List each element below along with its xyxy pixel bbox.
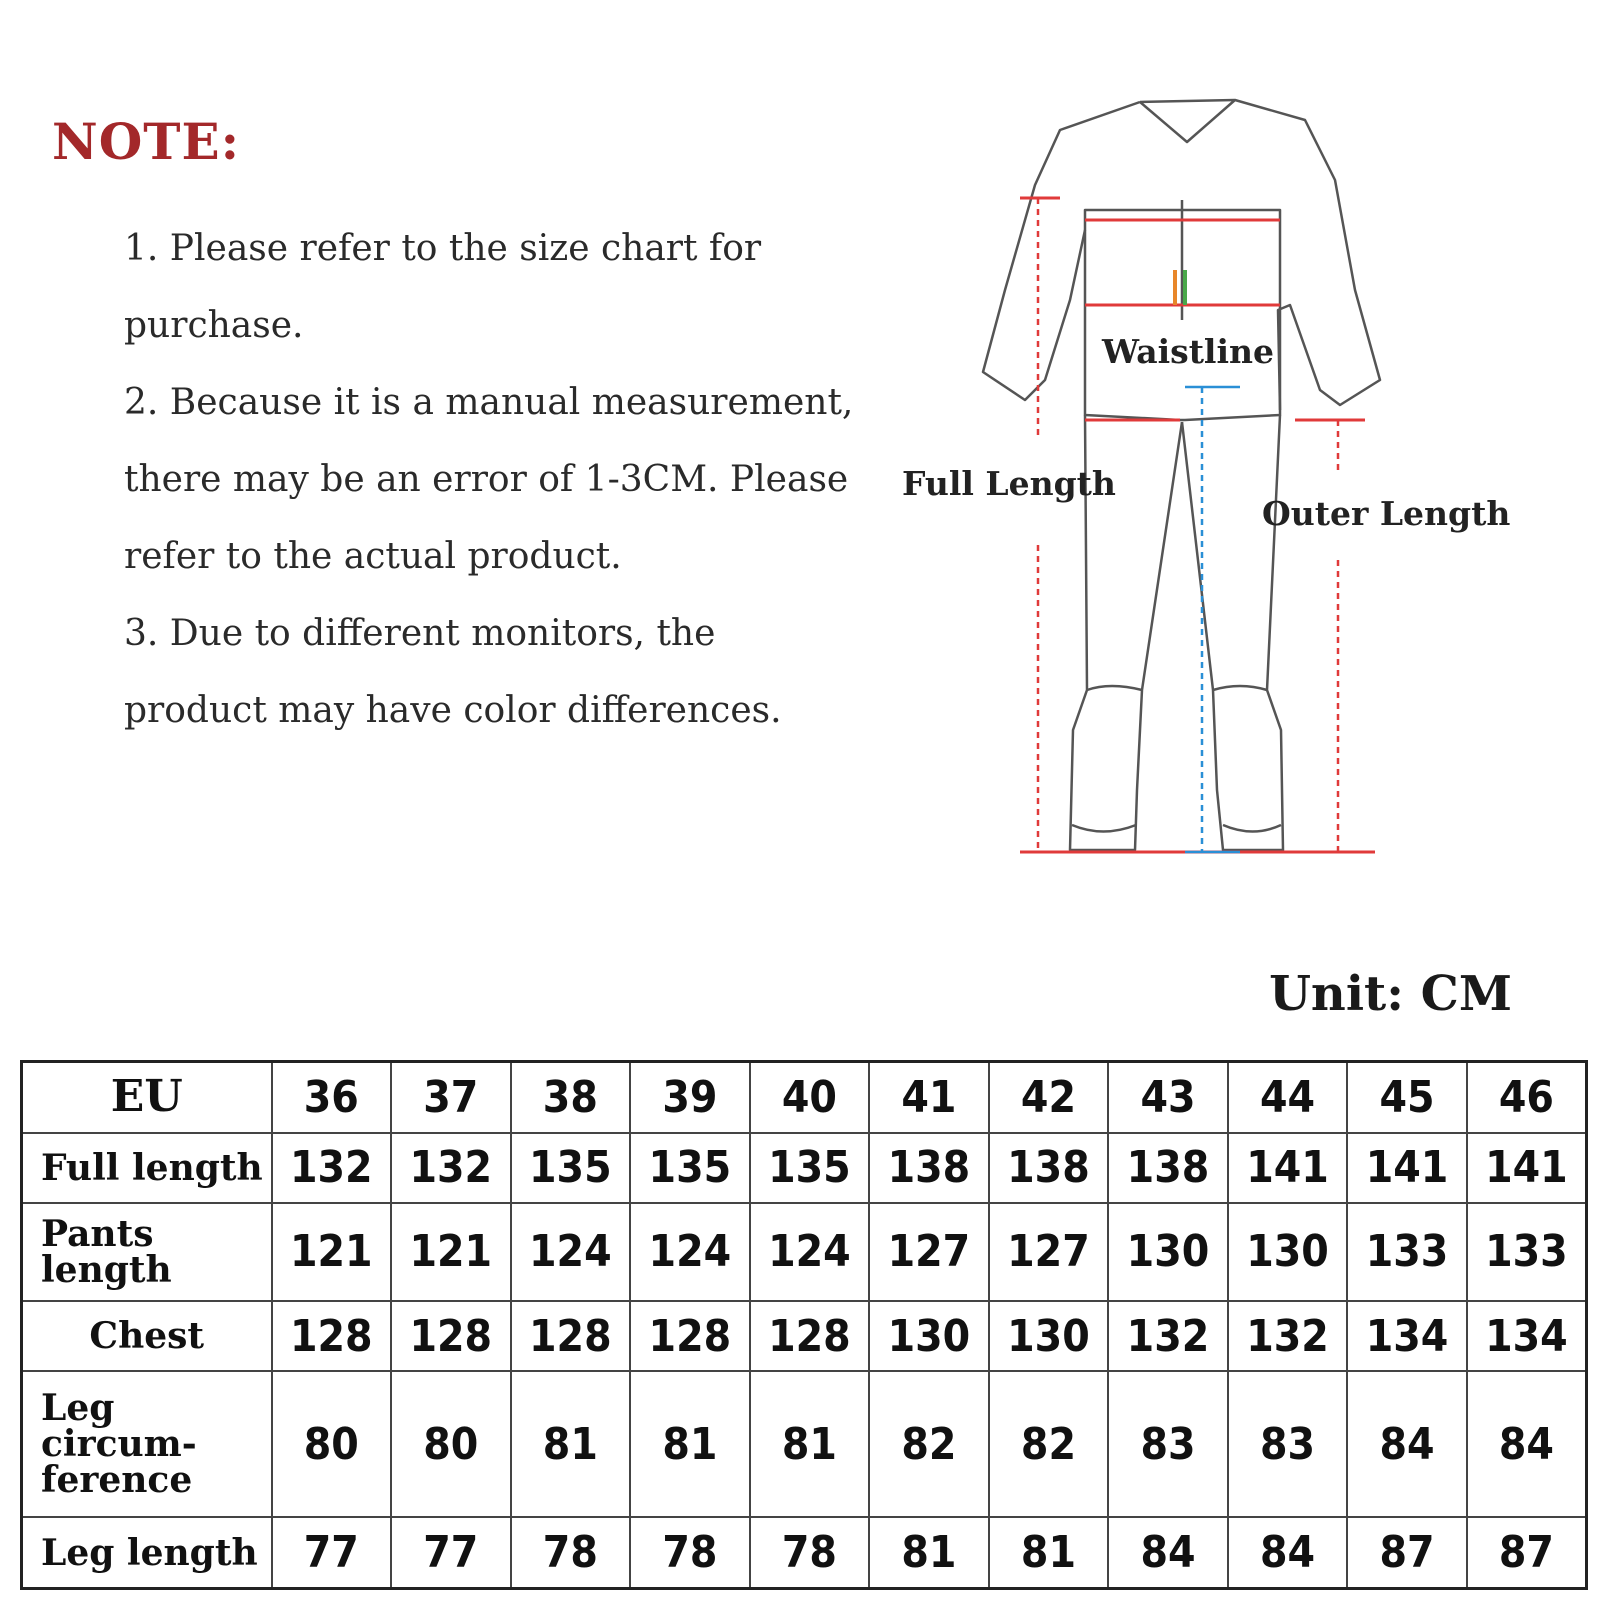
size-cell: 133 xyxy=(1467,1203,1587,1301)
size-cell: 132 xyxy=(272,1133,392,1203)
waistline-label: Waistline xyxy=(1102,332,1274,371)
size-cell: 83 xyxy=(1228,1371,1348,1517)
size-cell: 141 xyxy=(1228,1133,1348,1203)
size-row xyxy=(22,1371,1587,1517)
size-cell: 135 xyxy=(630,1133,750,1203)
size-cell: 78 xyxy=(511,1517,631,1588)
size-row xyxy=(22,1301,1587,1371)
unit-label: Unit: CM xyxy=(1269,966,1512,1022)
size-header-row xyxy=(22,1062,1587,1133)
size-header-cell: 42 xyxy=(989,1062,1109,1133)
eu-header: EU xyxy=(22,1062,272,1133)
size-header-cell: 40 xyxy=(750,1062,870,1133)
size-header-cell: 44 xyxy=(1228,1062,1348,1133)
note-list xyxy=(124,210,854,749)
size-row-label: Leg length xyxy=(22,1517,272,1588)
size-cell: 134 xyxy=(1347,1301,1467,1371)
size-cell: 134 xyxy=(1467,1301,1587,1371)
size-cell: 78 xyxy=(750,1517,870,1588)
size-cell: 124 xyxy=(630,1203,750,1301)
size-cell: 133 xyxy=(1347,1203,1467,1301)
size-cell: 132 xyxy=(391,1133,511,1203)
size-row-label: Chest xyxy=(22,1301,272,1371)
size-cell: 128 xyxy=(750,1301,870,1371)
size-cell: 77 xyxy=(391,1517,511,1588)
size-cell: 128 xyxy=(630,1301,750,1371)
size-row-label: Full length xyxy=(22,1133,272,1203)
size-cell: 80 xyxy=(391,1371,511,1517)
size-cell: 141 xyxy=(1347,1133,1467,1203)
size-cell: 81 xyxy=(511,1371,631,1517)
size-cell: 135 xyxy=(511,1133,631,1203)
size-header-cell: 43 xyxy=(1108,1062,1228,1133)
size-cell: 138 xyxy=(989,1133,1109,1203)
size-cell: 130 xyxy=(1228,1203,1348,1301)
size-chart-table xyxy=(20,1060,1588,1590)
size-cell: 135 xyxy=(750,1133,870,1203)
size-cell: 130 xyxy=(1108,1203,1228,1301)
size-header-cell: 46 xyxy=(1467,1062,1587,1133)
size-cell: 127 xyxy=(869,1203,989,1301)
note-item-2: 2. Because it is a manual measurement, there may be an error of 1-3CM. Please refer to the actual product. xyxy=(124,382,854,577)
size-row xyxy=(22,1203,1587,1301)
size-cell: 81 xyxy=(869,1517,989,1588)
size-header-cell: 39 xyxy=(630,1062,750,1133)
size-header-cell: 36 xyxy=(272,1062,392,1133)
size-cell: 128 xyxy=(391,1301,511,1371)
size-cell: 78 xyxy=(630,1517,750,1588)
size-cell: 84 xyxy=(1108,1517,1228,1588)
size-cell: 132 xyxy=(1228,1301,1348,1371)
size-cell: 121 xyxy=(272,1203,392,1301)
size-cell: 84 xyxy=(1228,1517,1348,1588)
size-cell: 124 xyxy=(750,1203,870,1301)
size-cell: 128 xyxy=(272,1301,392,1371)
size-cell: 128 xyxy=(511,1301,631,1371)
size-cell: 82 xyxy=(869,1371,989,1517)
size-cell: 80 xyxy=(272,1371,392,1517)
size-cell: 132 xyxy=(1108,1301,1228,1371)
size-row xyxy=(22,1133,1587,1203)
size-cell: 81 xyxy=(750,1371,870,1517)
size-cell: 82 xyxy=(989,1371,1109,1517)
note-title: NOTE: xyxy=(52,112,241,171)
note-item-1: 1. Please refer to the size chart for purchase. xyxy=(124,228,762,346)
size-row xyxy=(22,1517,1587,1588)
size-cell: 138 xyxy=(1108,1133,1228,1203)
size-row-label: Pants length xyxy=(22,1203,272,1301)
size-header-cell: 37 xyxy=(391,1062,511,1133)
outer-length-label: Outer Length xyxy=(1262,494,1511,533)
size-cell: 84 xyxy=(1467,1371,1587,1517)
size-header-cell: 41 xyxy=(869,1062,989,1133)
size-cell: 87 xyxy=(1347,1517,1467,1588)
note-item-3: 3. Due to different monitors, the product may have color differences. xyxy=(124,613,782,731)
size-cell: 81 xyxy=(630,1371,750,1517)
size-cell: 130 xyxy=(869,1301,989,1371)
size-cell: 84 xyxy=(1347,1371,1467,1517)
size-header-cell: 38 xyxy=(511,1062,631,1133)
size-cell: 81 xyxy=(989,1517,1109,1588)
wader-measurement-diagram xyxy=(895,90,1535,890)
size-header-cell: 45 xyxy=(1347,1062,1467,1133)
size-cell: 121 xyxy=(391,1203,511,1301)
size-cell: 83 xyxy=(1108,1371,1228,1517)
size-cell: 141 xyxy=(1467,1133,1587,1203)
size-cell: 77 xyxy=(272,1517,392,1588)
size-cell: 138 xyxy=(869,1133,989,1203)
size-cell: 127 xyxy=(989,1203,1109,1301)
full-length-label: Full Length xyxy=(902,464,1116,503)
size-cell: 124 xyxy=(511,1203,631,1301)
size-row-label: Leg circum-ference xyxy=(22,1371,272,1517)
size-cell: 87 xyxy=(1467,1517,1587,1588)
size-cell: 130 xyxy=(989,1301,1109,1371)
